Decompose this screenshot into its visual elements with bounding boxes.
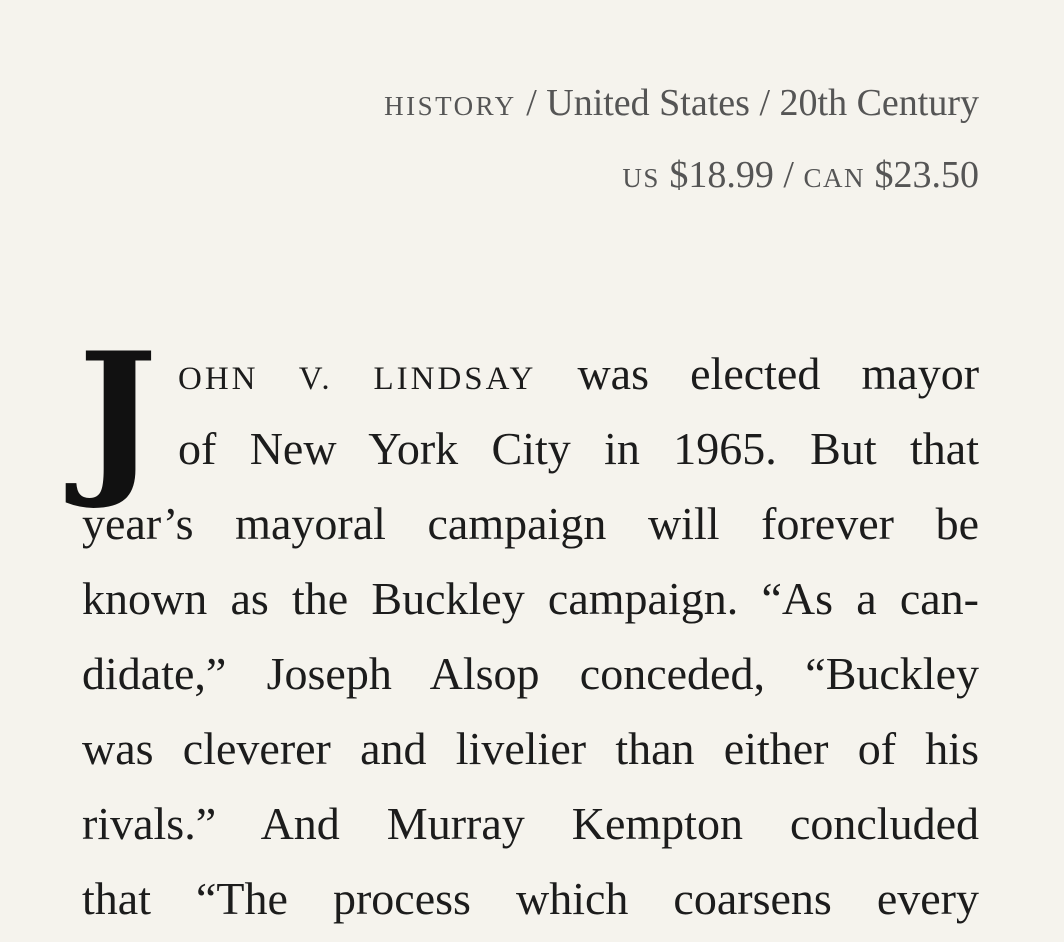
paragraph-line: that “The process which coarsens every xyxy=(82,873,979,924)
paragraph-line: didate,” Joseph Alsop conceded, “Buckley xyxy=(82,648,979,699)
drop-cap: J xyxy=(78,315,158,513)
lead-small-caps: OHN V. LINDSAY xyxy=(178,361,537,397)
period-label: 20th Century xyxy=(779,82,979,124)
can-currency-label: CAN xyxy=(803,163,865,193)
line-text: was elected mayor xyxy=(536,348,980,399)
us-currency-label: US xyxy=(622,163,660,193)
us-price: $18.99 xyxy=(659,154,774,196)
price-separator: / xyxy=(773,154,804,196)
category-label: HISTORY xyxy=(384,91,517,121)
paragraph-line: rivals.” And Murray Kempton concluded xyxy=(82,798,979,849)
paragraph-line: of New York City in 1965. But that xyxy=(178,423,979,474)
paragraph-line: was cleverer and livelier than either of his xyxy=(82,723,979,774)
region-label: United States xyxy=(546,82,750,124)
paragraph-line xyxy=(82,336,979,411)
breadcrumb-separator: / xyxy=(749,82,780,124)
can-price: $23.50 xyxy=(865,154,979,196)
breadcrumb-separator: / xyxy=(516,82,547,124)
body-paragraph xyxy=(82,336,979,936)
price-line xyxy=(622,156,979,194)
category-breadcrumb xyxy=(384,84,979,122)
paragraph-line: known as the Buckley campaign. “As a can- xyxy=(82,573,979,624)
paragraph-line: year’s mayoral campaign will forever be xyxy=(82,498,979,549)
